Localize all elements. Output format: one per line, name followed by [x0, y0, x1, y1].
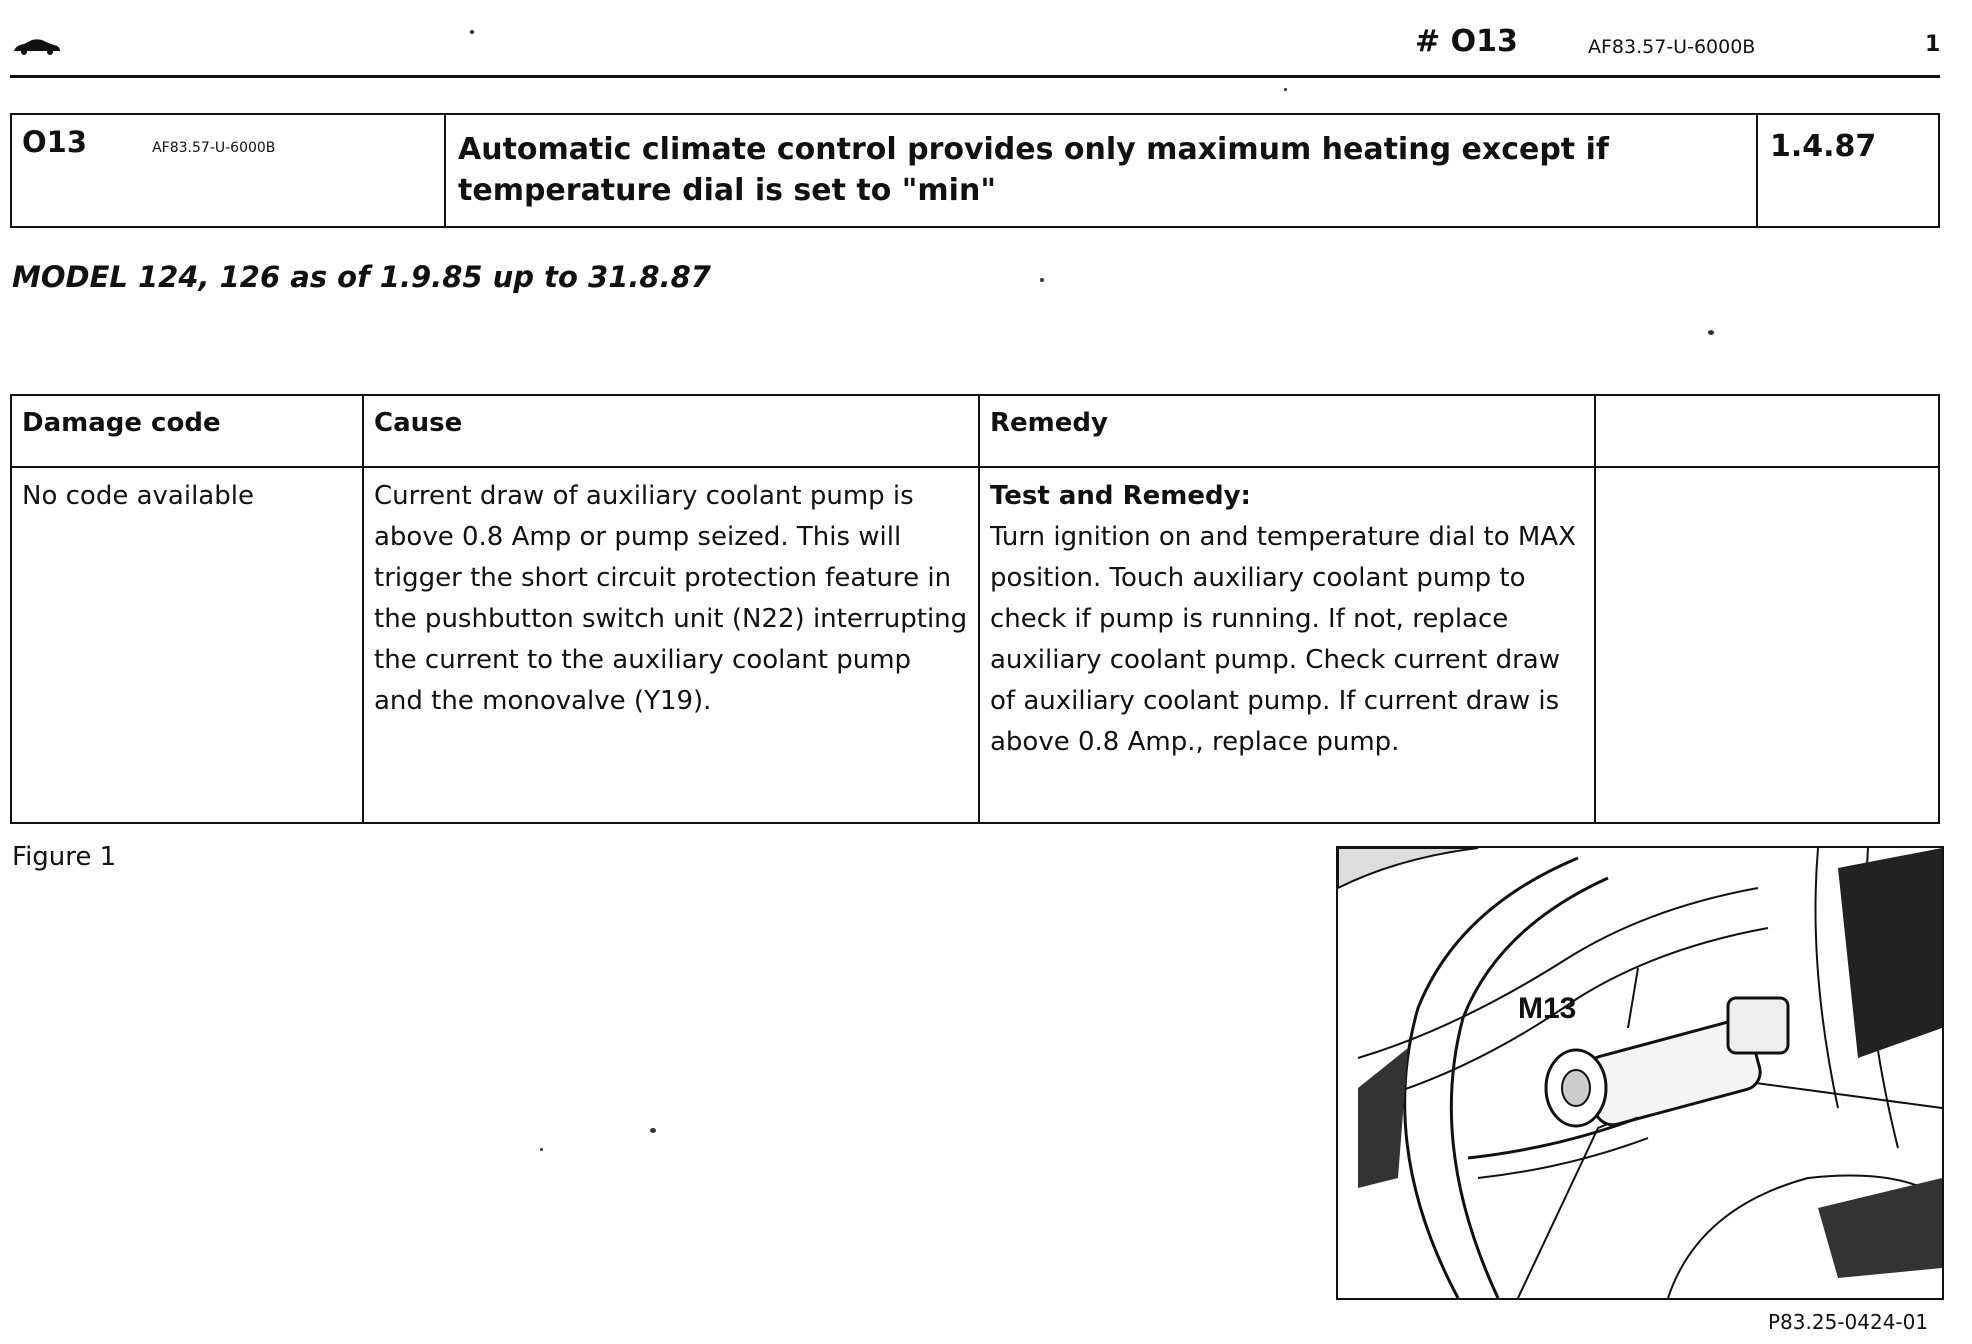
- remedy-text: Turn ignition on and temperature dial to MAX position. Touch auxiliary coolant pump to check if pump is running. If not, replace auxiliary coolant pump. Check current draw of auxiliary coolant pump. If current draw is above 0.8 Amp., replace pump.: [990, 522, 1576, 757]
- scan-speck: [540, 1148, 543, 1151]
- issue-date: 1.4.87: [1757, 114, 1939, 227]
- cell-cause: Current draw of auxiliary coolant pump is above 0.8 Amp or pump seized. This will trigger the short circuit protection feature in the pushbutton switch unit (N22) interrupting the current to the auxiliary coolant pump and the monovalve (Y19).: [363, 467, 979, 823]
- fault-title: Automatic climate control provides only maximum heating except if temperature dial is set to "min": [445, 114, 1757, 227]
- title-block: [10, 113, 1940, 228]
- scan-speck: [650, 1128, 656, 1133]
- header-divider: [10, 75, 1940, 78]
- header-empty: [1595, 395, 1939, 467]
- scan-speck: [1284, 88, 1287, 91]
- header-remedy: Remedy: [979, 395, 1595, 467]
- header-cause: Cause: [363, 395, 979, 467]
- scan-speck: [1708, 330, 1714, 335]
- remedy-heading: Test and Remedy:: [990, 481, 1251, 511]
- table-row: [11, 467, 1939, 823]
- diagnosis-table: [10, 394, 1940, 824]
- title-code-cell: [11, 114, 445, 227]
- car-logo-icon: [12, 36, 62, 58]
- page-number: 1: [1925, 32, 1941, 57]
- document-reference: AF83.57-U-6000B: [1588, 36, 1756, 58]
- table-header-row: [11, 395, 1939, 467]
- fault-code: O13: [22, 125, 88, 159]
- cell-damage-code: No code available: [11, 467, 363, 823]
- fault-code-reference: AF83.57-U-6000B: [152, 140, 276, 156]
- figure-label: Figure 1: [12, 842, 117, 872]
- pump-photo-illustration: [1336, 846, 1944, 1300]
- cell-extra: [1595, 467, 1939, 823]
- component-label-m13: M13: [1518, 992, 1577, 1025]
- scan-speck: [470, 30, 474, 34]
- model-applicability: MODEL 124, 126 as of 1.9.85 up to 31.8.87: [12, 260, 711, 294]
- cell-remedy: [979, 467, 1595, 823]
- figure-caption: P83.25-0424-01: [1768, 1310, 1929, 1334]
- document-id: # O13: [1415, 24, 1518, 59]
- scan-speck: [1040, 278, 1044, 282]
- header-damage-code: Damage code: [11, 395, 363, 467]
